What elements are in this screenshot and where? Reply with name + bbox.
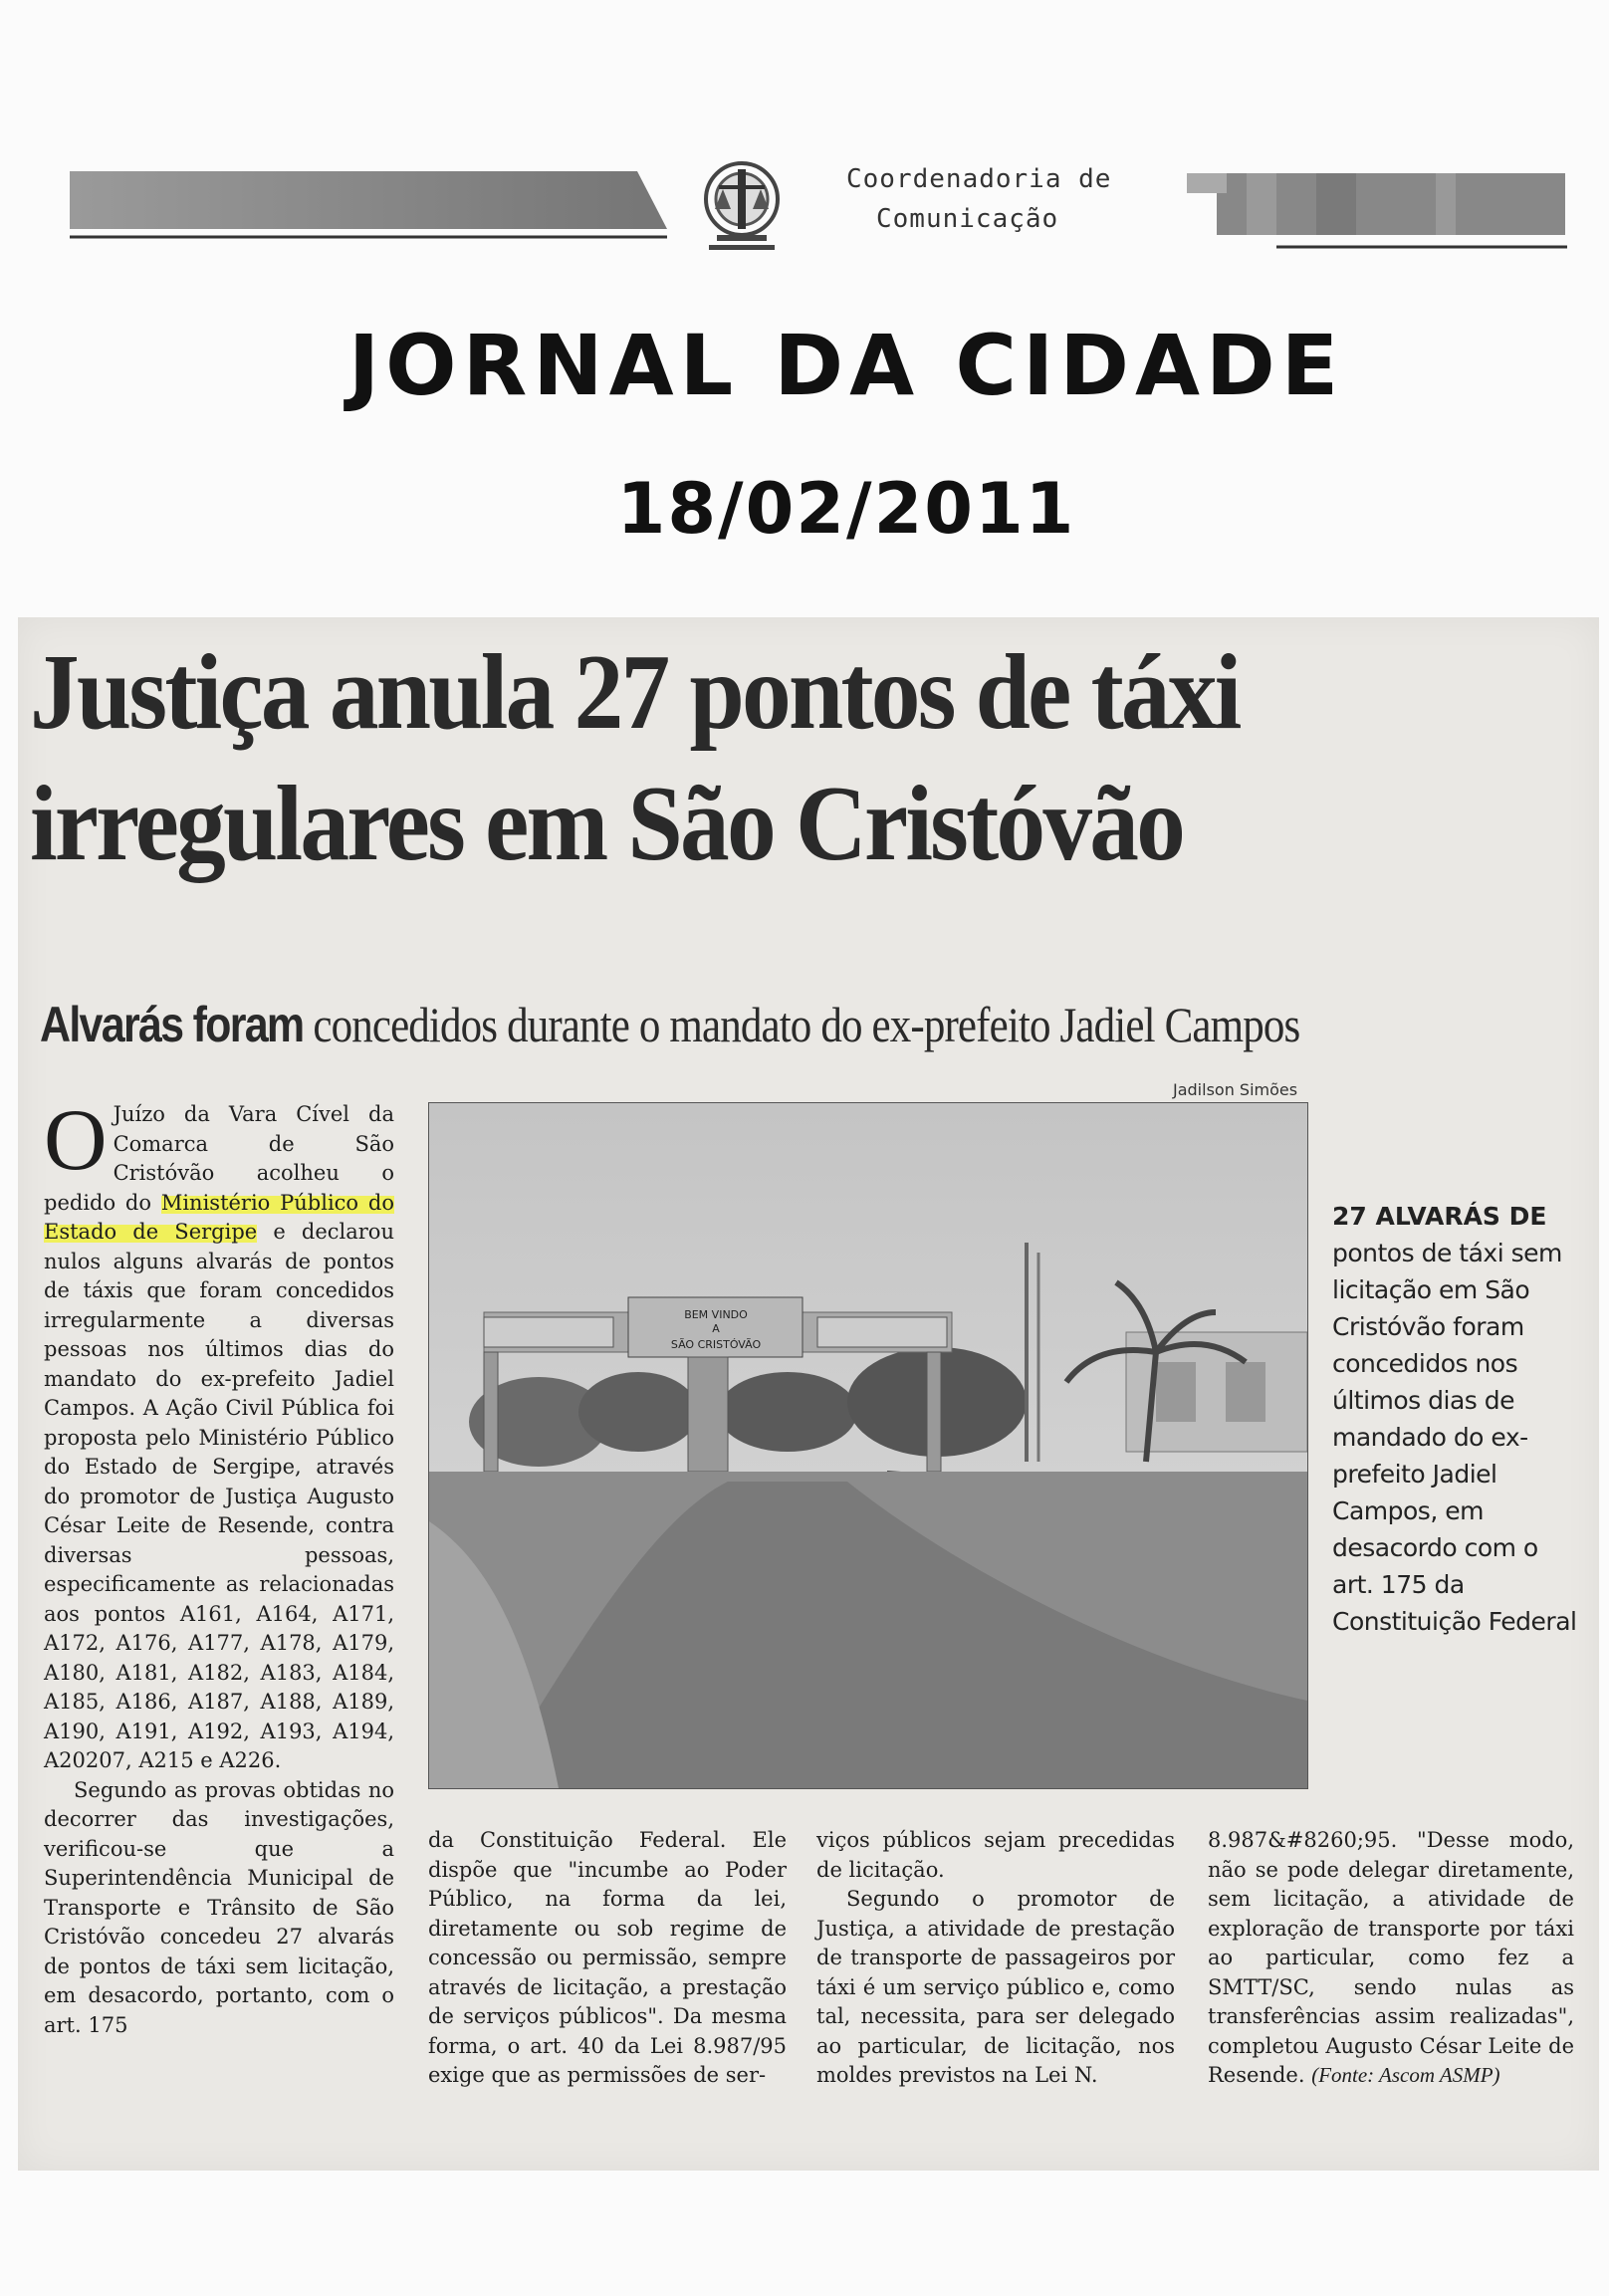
gate-sign-line3: SÃO CRISTÓVÃO: [670, 1338, 762, 1351]
coordenadoria-line2: Comunicação: [876, 204, 1059, 234]
gate-sign-line1: BEM VINDO: [684, 1308, 748, 1321]
court-seal-logo: [689, 149, 795, 261]
photo-city-gate: [429, 1103, 1307, 1788]
subhead-rest: concedidos durante o mandato do ex-prefeito Jadiel Campos: [313, 997, 1300, 1052]
highlighted-text: Ministério Público do Estado de Sergipe: [44, 1190, 394, 1244]
article-column-3: [816, 1826, 1175, 2091]
article-headline: [30, 627, 1459, 890]
subhead-bold: Alvarás foram: [40, 997, 304, 1052]
article-subheadline: [40, 996, 1410, 1053]
article-column-4: [1208, 1826, 1574, 2091]
header-decor-left: [70, 171, 667, 241]
column-3-text-b: Segundo o promotor de Justiça, a atividade de prestação de transporte de passageiros por táxi é um serviço público e, como tal, necessita, para ser delegado ao particular, de licitação, nos moldes previstos na Lei N.: [816, 1887, 1175, 2087]
article-source: (Fonte: Ascom ASMP): [1311, 2063, 1500, 2087]
gate-sign-line2: A: [712, 1322, 720, 1335]
headline-line1: Justiça anula 27 pontos de táxi: [30, 633, 1240, 752]
headline-line2: irregulares em São Cristóvão: [30, 765, 1184, 883]
p1-text-b: e declarou nulos alguns alvarás de pontos de táxis que foram concedidos irregularmente a diversas pessoas nos últimos dias do mandato do ex-prefeito Jadiel Campos. A Ação Civil Pública foi proposta pelo Ministério Público do Estado de Sergipe, através do promotor de Justiça Augusto César Leite de Resende, contra diversas pessoas, especificamente as relacionadas aos pontos A161, A164, A171, A172, A176, A177, A178, A179, A180, A181, A182, A183, A184, A185, A186, A187, A188, A189, A190, A191, A192, A193, A194, A20207, A215 e A226.: [44, 1220, 394, 1772]
column-4-text: 8.987&#8260;95. "Desse modo, não se pode delegar diretamente, sem licitação, a atividade de exploração de transporte por táxi ao particular, como fez a SMTT/SC, sendo nulas as transferências assim realizadas", completou Augusto César Leite de Resende.: [1208, 1828, 1574, 2087]
column-2-text: da Constituição Federal. Ele dispõe que "incumbe ao Poder Público, na forma da lei, diretamente ou sob regime de concessão ou permissão, sempre através de licitação, a prestação de serviços públicos". Da mesma forma, o art. 40 da Lei 8.987/95 exige que as permissões de ser-: [428, 1828, 787, 2087]
coordenadoria-label: [846, 159, 1145, 239]
caption-bold: 27 ALVARÁS DE: [1332, 1202, 1547, 1231]
caption-text: pontos de táxi sem licitação em São Cristóvão foram concedidos nos últimos dias de mandado do ex-prefeito Jadiel Campos, em desacordo com o art. 175 da Constituição Federal: [1332, 1239, 1577, 1636]
photo-caption: [1332, 1198, 1581, 1640]
photo-credit: Jadilson Simões: [1173, 1080, 1298, 1099]
coordenadoria-line1: Coordenadoria de: [846, 164, 1112, 194]
article-column-1: [44, 1092, 394, 2040]
publication-date: 18/02/2011: [616, 468, 1076, 550]
article-column-2: [428, 1826, 787, 2091]
paragraph-1: [44, 1092, 394, 1776]
column-3-text-a: viços públicos sejam precedidas de licitação.: [816, 1828, 1175, 1882]
paragraph-2: Segundo as provas obtidas no decorrer das investigações, verificou-se que a Superintendência Municipal de Transporte e Trânsito de São Cristóvão concedeu 27 alvarás de pontos de táxi sem licitação, em desacordo, portanto, com o art. 175: [44, 1777, 394, 2037]
header-decor-right: [1187, 171, 1567, 253]
p1-text-a: Juízo da Vara Cível da Comarca de São Cristóvão acolheu o pedido do: [44, 1102, 394, 1215]
article-photo: [428, 1102, 1308, 1789]
drop-cap: O: [44, 1092, 108, 1189]
newspaper-name: JORNAL DA CIDADE: [347, 317, 1345, 414]
